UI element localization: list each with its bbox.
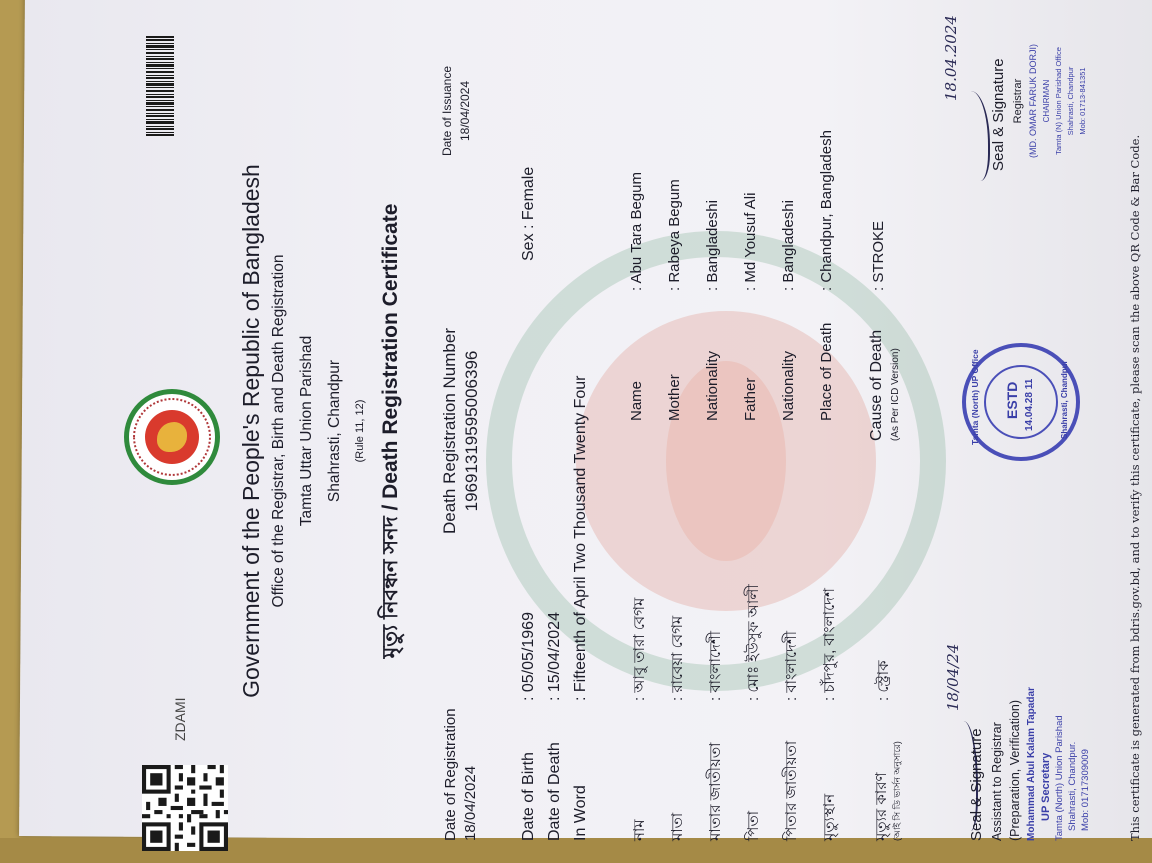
upazila-name: Shahrasti, Chandpur (326, 359, 343, 503)
verification-footer: This certificate is generated from bdris.gov.bd, and to verify this certificate, please scan the above QR Code & Bar Code. (1128, 134, 1142, 841)
bn-mother-nationality-label: মাতার জাতীয়তা (707, 742, 724, 841)
registration-date-value: 18/04/2024 (462, 765, 479, 841)
registration-number-value: 19691319595006396 (462, 350, 481, 512)
stamp-bottom-text: Shahrasti, Chandpur (1060, 360, 1069, 439)
assistant-role: Assistant to Registrar (990, 722, 1004, 841)
certificate-title: মৃত্যু নিবন্ধন সনদ / Death Registration Certificate (379, 203, 402, 659)
assistant-place: Shahrasti, Chandpur. (1067, 741, 1078, 831)
bangladesh-emblem-icon (124, 389, 220, 485)
bn-cause-value: : স্ট্রোক (875, 660, 892, 701)
registrar-signed-date: 18.04.2024 (942, 15, 960, 101)
bn-mother-label: মাতা (669, 812, 686, 841)
watermark-center (666, 361, 786, 561)
registration-date-label: Date of Registration (442, 708, 459, 841)
mother-nationality-label: Nationality (704, 350, 721, 421)
registrar-title: CHAIRMAN (1042, 79, 1051, 123)
bn-mother-value: : রাবেয়া বেগম (669, 615, 686, 701)
registrar-name: (MD. OMAR FARUK DORJI) (1028, 44, 1038, 158)
sex-value: Sex : Female (520, 166, 537, 261)
registrar-role: Registrar (1012, 78, 1024, 124)
rule-reference: (Rule 11, 12) (354, 399, 366, 463)
stamp-year-text: 14.04.28 11 (1024, 378, 1035, 431)
issuance-date-value: 18/04/2024 (458, 80, 472, 142)
cause-label: Cause of Death (868, 329, 885, 441)
registrar-signature (958, 91, 990, 181)
mother-nationality-value: : Bangladeshi (704, 200, 721, 291)
office-name: Office of the Registrar, Birth and Death Registration (270, 254, 287, 608)
bn-place-of-death-value: : চাঁদপুর, বাংলাদেশ (821, 588, 838, 701)
assistant-title: UP Secretary (1040, 752, 1052, 821)
qr-code[interactable] (142, 765, 228, 851)
place-of-death-label: Place of Death (818, 322, 835, 421)
in-word-label: In Word (572, 785, 589, 841)
assistant-seal-label: Seal & Signature (968, 728, 985, 841)
bn-father-nationality-value: : বাংলাদেশী (783, 630, 800, 701)
assistant-name: Mohammad Abul Kalam Tapadar (1026, 687, 1037, 841)
assistant-mobile: Mob: 01717309009 (1080, 749, 1091, 831)
father-value: : Md Yousuf Ali (742, 192, 759, 291)
barcode[interactable] (146, 36, 174, 136)
bn-father-label: পিতা (745, 810, 762, 841)
registrar-mobile: Mob: 01713-841351 (1078, 67, 1087, 135)
registrar-office: Tamta (N) Union Parishad Office (1054, 47, 1063, 155)
in-word-value: : Fifteenth of April Two Thousand Twenty Four (572, 375, 589, 701)
registrar-place: Shahrasti, Chandpur (1066, 66, 1075, 136)
bn-father-nationality-label: পিতার জাতীয়তা (783, 740, 800, 841)
dod-value: : 15/04/2024 (546, 612, 563, 701)
dob-value: : 05/05/1969 (520, 612, 537, 701)
bn-place-of-death-label: মৃত্যুস্থান (821, 793, 838, 841)
death-certificate (106, 1, 1152, 861)
office-stamp (962, 343, 1080, 461)
issuance-date-label: Date of Issuance (440, 65, 454, 157)
bn-father-value: : মোঃ ইউসুফ আলী (745, 584, 762, 701)
place-of-death-value: : Chandpur, Bangladesh (818, 130, 835, 291)
registrar-seal-label: Seal & Signature (990, 58, 1007, 171)
father-nationality-value: : Bangladeshi (780, 200, 797, 291)
mother-value: : Rabeya Begum (666, 179, 683, 291)
dob-label: Date of Birth (520, 752, 537, 841)
bn-cause-label: মৃত্যুর কারণ (873, 772, 890, 841)
bn-mother-nationality-value: : বাংলাদেশী (707, 630, 724, 701)
government-title: Government of the People's Republic of Bangladesh (238, 164, 264, 698)
mother-label: Mother (666, 374, 683, 421)
assistant-role-note: (Preparation, Verification) (1008, 699, 1022, 841)
bn-name-value: : আবু তারা বেগম (631, 597, 648, 701)
name-value: : Abu Tara Begum (628, 172, 645, 291)
registration-number-label: Death Registration Number (440, 328, 459, 534)
cause-value: : STROKE (870, 220, 887, 291)
union-name: Tamta Uttar Union Parishad (298, 335, 315, 527)
assistant-signed-date: 18/04/24 (944, 643, 962, 711)
stamp-center-text: ESTD (1004, 381, 1020, 419)
dod-label: Date of Death (546, 742, 563, 841)
father-label: Father (742, 377, 759, 421)
father-nationality-label: Nationality (780, 350, 797, 421)
cause-note: (As Per ICD Version) (890, 348, 901, 441)
stamp-top-text: Tamta (North) UP Office (970, 349, 980, 445)
assistant-office: Tamta (North) Union Parishad (1054, 715, 1065, 841)
bn-name-label: নাম (631, 819, 648, 841)
name-label: Name (628, 380, 645, 421)
certificate-code: ZDAMI (172, 697, 188, 741)
bn-cause-note: (আই সি ডি ভার্সন অনুসারে) (892, 741, 902, 841)
